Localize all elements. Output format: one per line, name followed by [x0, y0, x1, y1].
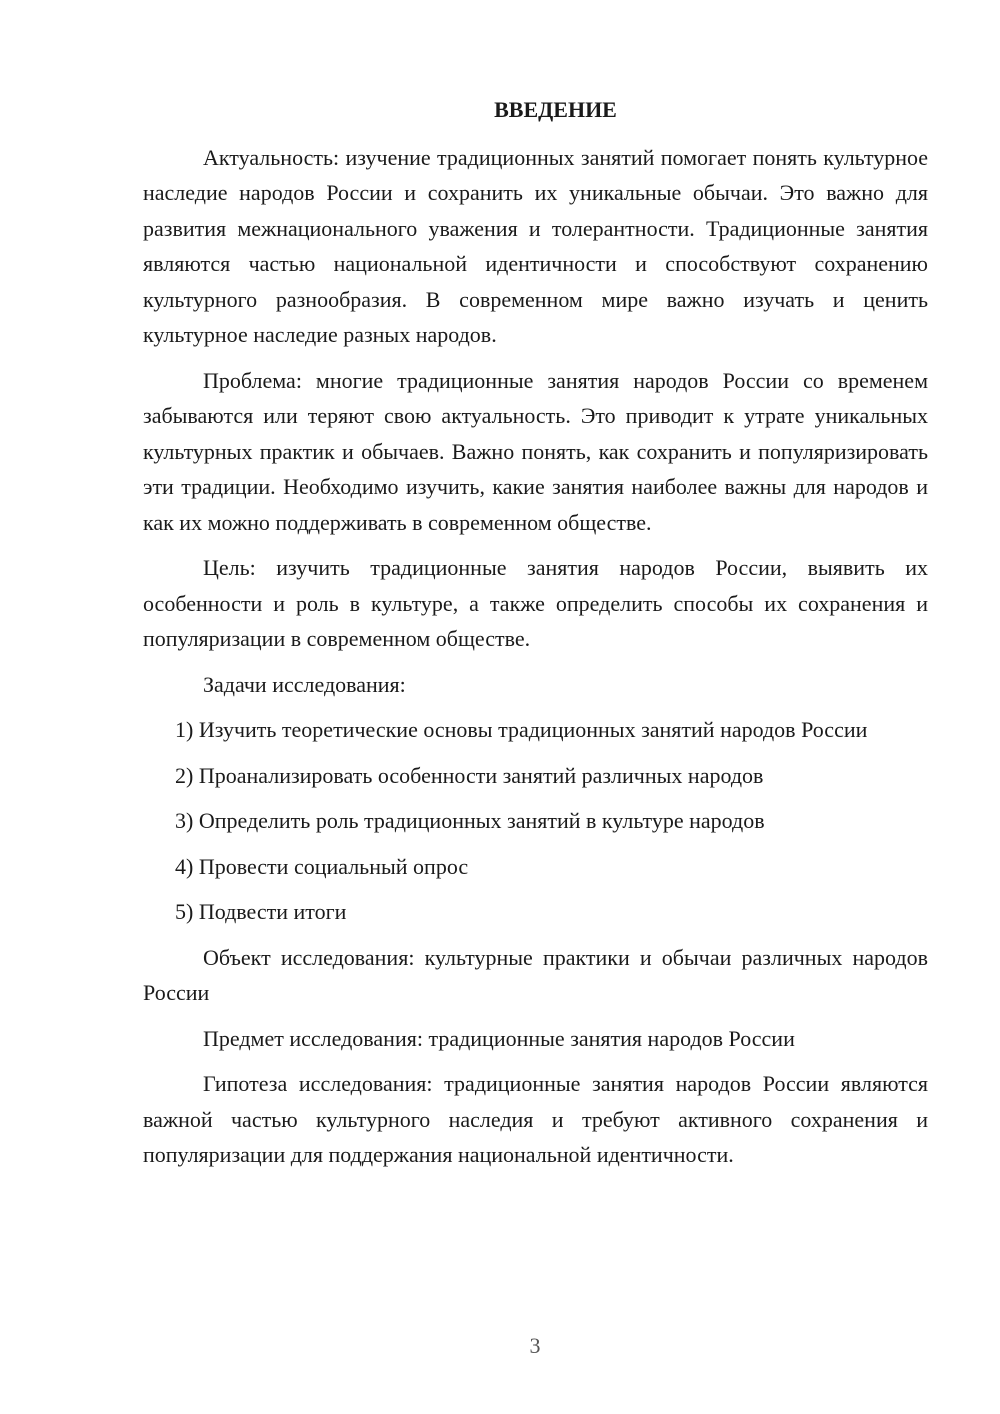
object-paragraph: Объект исследования: культурные практики и обычаи различных народов России — [143, 944, 928, 1005]
page-number: 3 — [529, 1333, 541, 1358]
hypothesis-paragraph: Гипотеза исследования: традиционные занятия народов России являются важной частью культурного наследия и требуют активного сохранения и популяризации для поддержания национальной идентичности. — [143, 1071, 928, 1167]
task-item-4: 4) Провести социальный опрос — [175, 853, 469, 879]
tasks-list — [143, 712, 928, 930]
document-page — [143, 92, 928, 1183]
task-item-2: 2) Проанализировать особенности занятий различных народов — [175, 762, 764, 788]
task-item-3: 3) Определить роль традиционных занятий в культуре народов — [175, 808, 765, 833]
subject-paragraph: Предмет исследования: традиционные занятия народов России — [203, 1025, 795, 1051]
task-item-5: 5) Подвести итоги — [175, 899, 347, 924]
goal-paragraph: Цель: изучить традиционные занятия народов России, выявить их особенности и роль в культуре, а также определить способы их сохранения и популяризации в современном обществе. — [143, 555, 928, 651]
problem-paragraph: Проблема: многие традиционные занятия народов России со временем забываются или теряют свою актуальность. Это приводит к утрате уникальных культурных практик и обычаев. Важно понять, как сохранить и популяризировать эти традиции. Необходимо изучить, какие занятия наиболее важны для народов и как их можно поддерживать в современном обществе. — [143, 367, 928, 535]
tasks-title: Задачи исследования: — [203, 671, 406, 697]
relevance-paragraph: Актуальность: изучение традиционных занятий помогает понять культурное наследие народов России и сохранить их уникальные обычаи. Это важно для развития межнационального уважения и толерантности. Традиционные занятия являются частью национальной идентичности и способствуют сохранению культурного разнообразия. В современном мире важно изучать и ценить культурное наследие разных народов. — [143, 144, 928, 347]
section-heading: ВВЕДЕНИЕ — [494, 97, 617, 122]
task-item-1: 1) Изучить теоретические основы традиционных занятий народов России — [175, 717, 868, 742]
